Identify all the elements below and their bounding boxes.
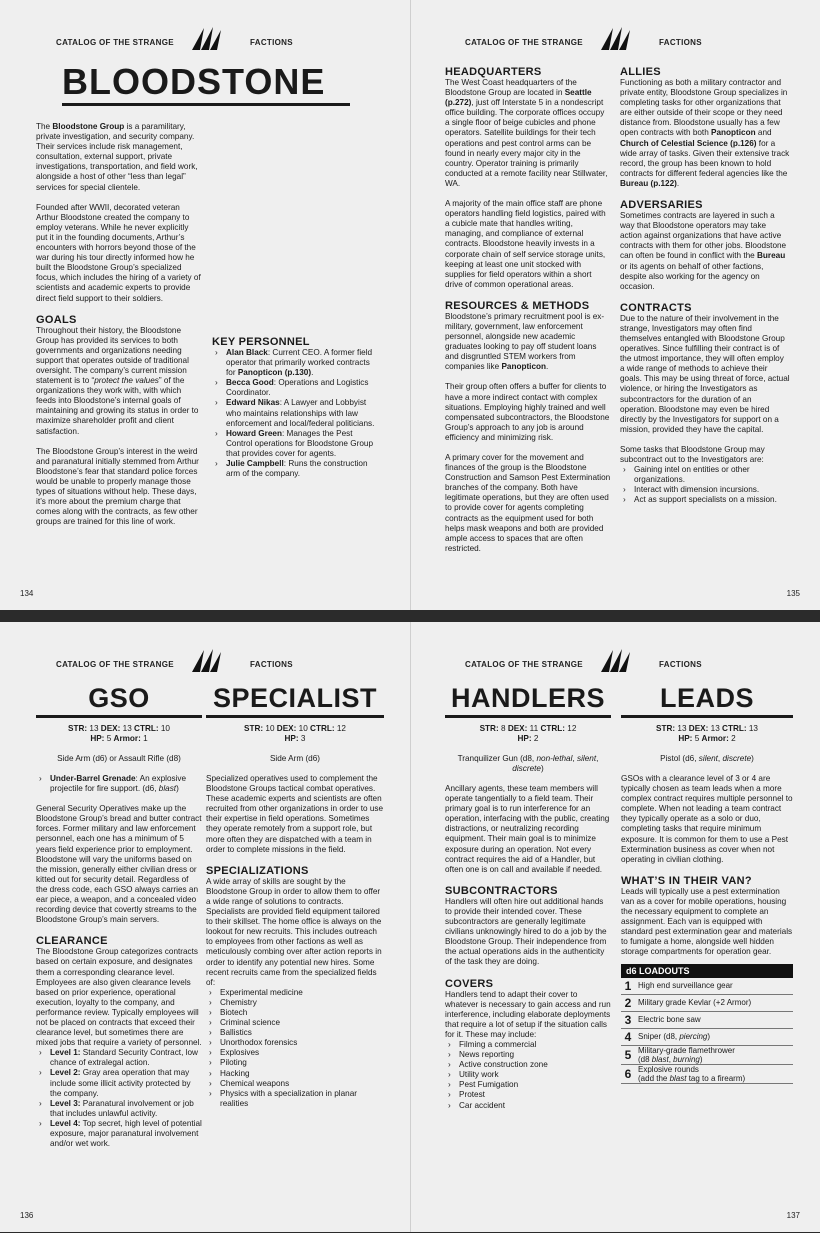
title-rule [445,715,611,718]
covers-list [445,1040,611,1111]
gso-description: General Security Operatives make up the Bloodstone Group’s bread and butter contract forces. Former military and law enforcement personnel, each one has a minimum of 5 years field experience prior to employment. Bloodstone will vary the uniforms based on the mission, generally either civilian dress or kitted out for security detail. Regardless of the dress code, each GSO always carries an ear piece, a weapon, and a concealed video recording device that covertly streams to the Bloodstone Group’s main servers. [36,804,202,925]
header-section: FACTIONS [250,660,293,669]
contracts-list [620,465,790,505]
allies-paragraph: Functioning as both a military contractor and private entity, Bloodstone Group specializes in completing tasks for other organizations that are either outside of their scope or they need distance from. Bloodstone usually has a few open contracts with both Panopticon and Church of Celestial Science (p.126) for a wide array of tasks. Given their extensive track record, the group has been known to hold contracts for different federal agencies like the Bureau (p.122). [620,78,790,188]
left-column [445,684,611,1111]
loadout-number: 2 [624,995,632,1010]
loadout-text: Explosive rounds (add the blast tag to a firearm) [638,1064,746,1083]
gso-title: GSO [88,683,150,713]
headquarters-paragraph: The West Coast headquarters of the Bloodstone Group are located in Seattle (p.272), just off Interstate 5 in a nondescript office building. The corporate offices occupy a single floor of beige cubicles and phone operators. Satellite buildings for their tech operations and pest control arms can be found in nearly every major city in the country. Operator training is primarily conducted at a remote facility near Stillwater, WA. [445,78,608,188]
contracts-heading: CONTRACTS [620,301,692,314]
page-title: BLOODSTONE [62,61,326,102]
header-catalog: CATALOG OF THE STRANGE [56,38,174,47]
clearance-list [36,1048,202,1149]
loadout-number: 1 [624,978,632,993]
key-personnel-item: › Becca Good: Operations and Logistics Coordinator. [226,378,380,398]
key-personnel-heading: KEY PERSONNEL [212,336,310,348]
allies-heading: ALLIES [620,66,661,78]
resources-heading: RESOURCES & METHODS [445,299,590,312]
clearance-list-item: › Level 2: Gray area operation that may include some illicit activity protected by the company. [50,1068,202,1098]
right-column [620,66,790,505]
subcontractors-heading: SUBCONTRACTORS [445,884,558,897]
specialization-item: › Explosives [220,1048,384,1058]
header-section: FACTIONS [659,660,702,669]
specialization-item: › Hacking [220,1069,384,1079]
right-column [212,336,380,479]
specialization-item: › Ballistics [220,1028,384,1038]
specialization-item: › Piloting [220,1058,384,1068]
handlers-description: Ancillary agents, these team members will operate tangentially to a field team. Their primary goal is to run interference for an operation, interfacing with the public, creating distractions, or neutralizing recording equipment. Their main goal is to minimize exposure during an operation. Not every contract requires the aid of a Handler, but often one is on call and available if needed. [445,784,610,874]
left-column [36,122,202,537]
specialization-item: › Chemistry [220,998,384,1008]
leads-weapon: Pistol (d6, silent, discrete) [660,754,754,763]
adversaries-paragraph: Sometimes contracts are layered in such a way that Bloodstone operators may take action against organizations that have active contracts with them for other jobs. Bloodstone can often be found in conflict with the Bureau or its agents on behalf of other factions, despite also working for the agency on occasion. [620,211,787,291]
specialist-title: SPECIALIST [212,683,378,713]
left-column [36,684,202,1149]
handlers-stats: STR: 8 DEX: 11 CTRL: 12 HP: 2 [479,724,577,743]
loadout-row [621,1046,793,1065]
goals-paragraph-2: The Bloodstone Group’s interest in the weird and paranatural initially stemmed from Arthur Bloodstone’s fear that standard police forces would be unable to properly manage those types of situations without help. These days, it’s more about the premium charge that comes along with the contracts, as few other groups are trained for this line of work. [36,446,199,527]
specialization-item: › Biotech [220,1008,384,1018]
key-personnel-list [212,348,380,479]
specializations-paragraph: A wide array of skills are sought by the Bloodstone Group in order to allow them to offer a wide range of solutions to contracts. Specialists are provided field equipment tailored to their skillset. The home office is always on the lookout for new recruits. This includes outreach to employees from other factions as well as meticulously combing over after action reports in order to identify any potential new hires. Some recent recruits came from the specialized fields of: [206,876,382,987]
handlers-weapon: Tranquilizer Gun (d8, non-lethal, silent, discrete) [457,754,599,773]
title-rule [621,715,793,718]
specialization-item: › Criminal science [220,1018,384,1028]
headquarters-paragraph-2: A majority of the main office staff are phone operators handling field logistics, paired with a cubicle mate that handles writing, managing, and compliance of external contracts. Bloodstone heavily invests in a corporate chain of self service storage units, keeping at least one unit stocked with supplies for field operators within a short drive of common operational areas. [445,199,606,289]
right-column [621,684,793,1084]
specializations-list [206,988,384,1109]
specialization-item: › Unorthodox forensics [220,1038,384,1048]
right-column [206,684,384,1109]
title-rule [62,103,350,106]
gso-stats: STR: 13 DEX: 13 CTRL: 10 HP: 5 Armor: 1 [68,724,170,743]
loadout-text: High end surveillance gear [638,981,733,991]
specialization-item: › Physics with a specialization in planar realities [220,1089,384,1109]
loadout-number: 5 [624,1047,632,1062]
resources-paragraph: Bloodstone’s primary recruitment pool is ex-military, government, law enforcement personnel, alongside new academic graduates looking to pay off student loans and disgruntled STEM workers from companies like Panopticon. [445,311,605,372]
title-rule [206,715,384,718]
clearance-list-item: › Level 3: Paranatural involvement or job that includes unlawful activity. [50,1099,202,1119]
contracts-paragraph: Due to the nature of their involvement in the strange, Investigators may often find themselves entangled with Bloodstone Group operatives. Since fulfilling their contract is of the utmost importance, they will often employ a wide range of methods to achieve their goals. This may be using threat of force, actual violence, or hiring the Investigators as subcontractors for the duration of an operation. Bloodstone may even be hired directly by the Investigators for support on a mission, provided they have the capital. [620,313,790,434]
specialization-item: › Experimental medicine [220,988,384,998]
specialist-stats: STR: 10 DEX: 10 CTRL: 12 HP: 3 [244,724,346,743]
header-section: FACTIONS [250,38,293,47]
loadout-text: Military-grade flamethrower (d8 blast, burning) [638,1045,735,1064]
cover-item: › Pest Fumigation [459,1080,611,1090]
title-rule [36,715,202,718]
clearance-heading: CLEARANCE [36,935,108,948]
loadout-row [621,978,793,995]
handlers-title: HANDLERS [450,683,605,713]
loadout-row [621,995,793,1012]
key-personnel-item: › Howard Green: Manages the Pest Control operations for Bloodstone Group that provides cover for agents. [226,429,380,459]
page-136 [0,622,410,1232]
van-heading: WHAT’S IN THEIR VAN? [621,874,752,887]
covers-paragraph: Handlers tend to adapt their cover to whatever is necessary to gain access and run interference, including elaborate deployments that require a lot of setup if the situation calls for it. These may include: [445,989,611,1039]
gso-weapon: Side Arm (d6) or Assault Rifle (d8) [57,754,181,763]
specializations-heading: SPECIALIZATIONS [206,864,309,877]
leads-description: GSOs with a clearance level of 3 or 4 are typically chosen as team leads when a more complex contract requires multiple personnel to complete. When not leading a team contract they typically operate as a solo or duo, completing tasks that require minimum exposure. It is common for them to use a Pest Extermination business as cover when not operating in civilian clothing. [621,774,793,864]
cover-item: › Protest [459,1090,611,1100]
contracts-list-item: › Act as support specialists on a mission. [634,495,790,505]
loadout-text: Electric bone saw [638,1015,701,1025]
page-134 [0,0,410,610]
intro-paragraph: The Bloodstone Group is a paramilitary, private investigation, and security company. Their services include risk management, consultation, external support, private investigations, transportation, and field work, alongside a host of other “less than legal” services for special clientele. [36,122,198,192]
history-paragraph: Founded after WWII, decorated veteran Arthur Bloodstone created the company to employ veterans. While he never explicitly put it in the founding documents, Arthur’s encounters with horrors beyond those of the war during his tour directly informed how he built the Bloodstone Group’s specialized focus, which includes the hiring of a variety of scientists and academic experts to provide direct field support to their soldiers. [36,202,201,303]
resources-paragraph-3: A primary cover for the movement and finances of the group is the Bloodstone Construction and Samson Pest Extermination branches of the company. Both have legitimate operations, but they are often used to provide cover for agents completing contracts as the equipment used for both helps mask weapons and both are provided ample access to spaces that are often restricted. [445,453,611,553]
subcontractors-paragraph: Handlers will often hire out additional hands to provide their intended cover. These subcontractors are generally legitimate civilians unknowingly hired to do a job by the Bloodstone Group. Their independence from the actual operations aids in the authenticity of the task they are doing. [445,896,607,967]
contracts-list-item: › Gaining intel on entities or other organizations. [634,465,790,485]
contracts-list-item: › Interact with dimension incursions. [634,485,790,495]
header-catalog: CATALOG OF THE STRANGE [465,38,583,47]
loadout-row [621,1065,793,1084]
loadout-number: 3 [624,1012,632,1027]
key-personnel-item: › Julie Campbell: Runs the construction arm of the company. [226,459,380,479]
key-personnel-item: › Alan Black: Current CEO. A former field operator that primarily worked contracts for Panopticon (p.130). [226,348,380,378]
loadouts-table-header: d6 LOADOUTS [621,964,793,978]
loadout-number: 6 [624,1066,632,1081]
claw-marks-icon [188,646,222,674]
claw-marks-icon [188,24,222,52]
page-number: 137 [786,1211,800,1220]
header-section: FACTIONS [659,38,702,47]
title-block [62,61,350,106]
clearance-list-item: › Level 4: Top secret, high level of potential exposure, major paranatural involvement and/or wet work. [50,1119,202,1149]
adversaries-heading: ADVERSARIES [620,199,703,212]
page-number: 136 [20,1211,34,1220]
page-number: 135 [786,589,800,598]
specialist-weapon: Side Arm (d6) [269,754,321,763]
page-135 [410,0,820,610]
cover-item: › News reporting [459,1050,611,1060]
header-catalog: CATALOG OF THE STRANGE [465,660,583,669]
left-column [445,66,611,564]
loadout-number: 4 [624,1029,632,1044]
loadouts-table [621,978,793,1084]
cover-item: › Car accident [459,1101,611,1111]
loadout-row [621,1012,793,1029]
clearance-list-item: › Level 1: Standard Security Contract, low chance of extralegal action. [50,1048,202,1068]
cover-item: › Active construction zone [459,1060,611,1070]
loadout-text: Sniper (d8, piercing) [638,1032,711,1042]
headquarters-heading: HEADQUARTERS [445,66,542,78]
clearance-paragraph: The Bloodstone Group categorizes contracts based on certain exposure, and designates them a corresponding clearance level. Employees are also given clearance levels based on prior experience, operational execution, loyalty to the company, and performance review. Typically employees will not be placed on contracts that exceed their clearance level, but sometimes there are mixed jobs that require a variety of personnel. [36,947,202,1048]
cover-item: › Filming a commercial [459,1040,611,1050]
covers-heading: COVERS [445,977,494,990]
specialist-description: Specialized operatives used to complement the Bloodstone Groups tactical combat operatives. These academic experts and scientists are often recruited from other organizations in order to use their expertise in field operations. Sometimes they operate remotely from a support role, but more often they are dispatched with a team in order to complete missions in the field. [206,774,384,854]
gso-item: › Under-Barrel Grenade: An explosive projectile for fire support. (d6, blast) [50,774,202,794]
key-personnel-item: › Edward Nikas: A Lawyer and Lobbyist who maintains relationships with law enforcement and local/federal politicians. [226,398,380,428]
cover-item: › Utility work [459,1070,611,1080]
loadout-text: Military grade Kevlar (+2 Armor) [638,998,752,1008]
page-number: 134 [20,589,34,598]
goals-paragraph: Throughout their history, the Bloodstone Group has provided its services to both governments and organizations needing support that operates outside of traditional oversight. The company’s current mission statement is to “protect the values” of the organizations they work with, with which feeds into Bloodstone’s internal goals of maintaining and growing its status in order to maximize shareholder profit and client satisfaction. [36,325,199,436]
van-paragraph: Leads will typically use a pest extermination van as a cover for mobile operations, housing the necessary equipment to complete an assignment. Each van is equipped with standard pest extermination gear and materials to fumigate a home, alongside well hidden storage compartments for operation gear. [621,886,793,957]
loadout-row [621,1029,793,1046]
resources-paragraph-2: Their group often offers a buffer for clients to have a more indirect contact with complex situations. Employing highly trained and well compensated subcontractors, the Bloodstone Group’s approach to any job is around efficiency and minimizing risk. [445,382,610,442]
contracts-paragraph-2: Some tasks that Bloodstone Group may subcontract out to the Investigators are: [620,444,765,464]
leads-stats: STR: 13 DEX: 13 CTRL: 13 HP: 5 Armor: 2 [656,724,758,743]
claw-marks-icon [597,646,631,674]
specialization-item: › Chemical weapons [220,1079,384,1089]
leads-title: LEADS [659,683,754,713]
claw-marks-icon [597,24,631,52]
goals-heading: GOALS [36,313,77,326]
header-catalog: CATALOG OF THE STRANGE [56,660,174,669]
page-137 [410,622,820,1232]
